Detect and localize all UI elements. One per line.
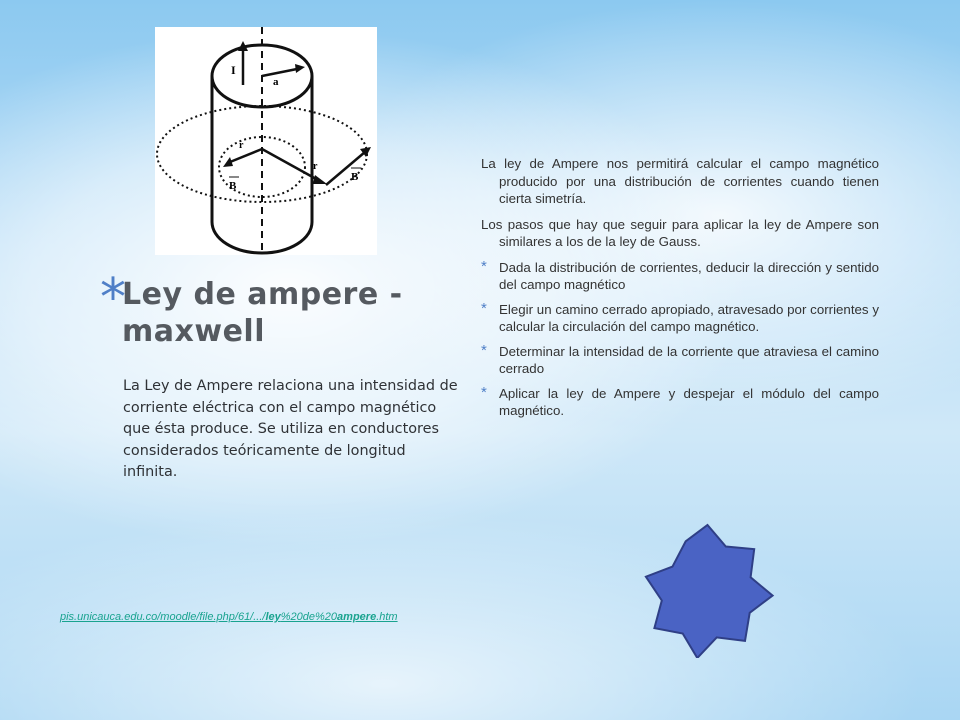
label-r-outer: r	[313, 161, 318, 172]
ampere-cylinder-figure	[155, 27, 377, 255]
label-current: I	[231, 63, 236, 77]
intro-paragraph: La Ley de Ampere relaciona una intensidad de corriente eléctrica con el campo magnético que ésta produce. Se utiliza en conductores considerados teóricamente de longitud infinita.	[123, 378, 458, 480]
source-link-part: pis.unicauca.edu.co/moodle/file.php/61/.../	[60, 611, 266, 623]
list-item	[481, 301, 879, 336]
source-link-part: .htm	[376, 611, 398, 623]
bullet-icon: *	[481, 341, 487, 359]
bullet-icon: *	[481, 383, 487, 401]
bullet-icon: *	[481, 299, 487, 317]
explanation-paragraph-2: Los pasos que hay que seguir para aplicar la ley de Ampere son similares a los de la ley de Gauss.	[481, 216, 879, 249]
explanation-text	[481, 155, 879, 427]
step-text: Determinar la intensidad de la corriente que atraviesa el camino cerrado	[499, 343, 879, 376]
list-item	[481, 259, 879, 294]
source-link-keyword: ampere	[337, 611, 377, 623]
list-item	[481, 385, 879, 420]
label-b-outer: B	[351, 171, 359, 183]
star-shape-icon[interactable]	[640, 523, 775, 658]
source-link-keyword: ley	[265, 611, 281, 623]
label-radius-a: a	[273, 76, 279, 88]
step-text: Dada la distribución de corrientes, deducir la dirección y sentido del campo magnético	[499, 259, 879, 292]
title-bullet: *	[100, 268, 126, 328]
source-link[interactable]	[60, 611, 398, 623]
title-line-1: Ley de ampere -	[122, 277, 403, 312]
bullet-icon: *	[481, 257, 487, 275]
label-r-inner: r	[239, 140, 244, 151]
source-link-part: %20de%20	[280, 611, 338, 623]
page-title	[122, 276, 403, 350]
step-text: Elegir un camino cerrado apropiado, atravesado por corrientes y calcular la circulación del campo magnético.	[499, 301, 879, 334]
cylinder-diagram	[155, 27, 377, 255]
label-b-inner: B	[229, 180, 237, 192]
title-line-2: maxwell	[122, 314, 265, 349]
explanation-paragraph-1: La ley de Ampere nos permitirá calcular el campo magnético producido por una distribución de corrientes cuando tienen cierta simetría.	[481, 156, 879, 206]
steps-list	[481, 259, 879, 420]
step-text: Aplicar la ley de Ampere y despejar el módulo del campo magnético.	[499, 385, 879, 418]
list-item	[481, 343, 879, 378]
